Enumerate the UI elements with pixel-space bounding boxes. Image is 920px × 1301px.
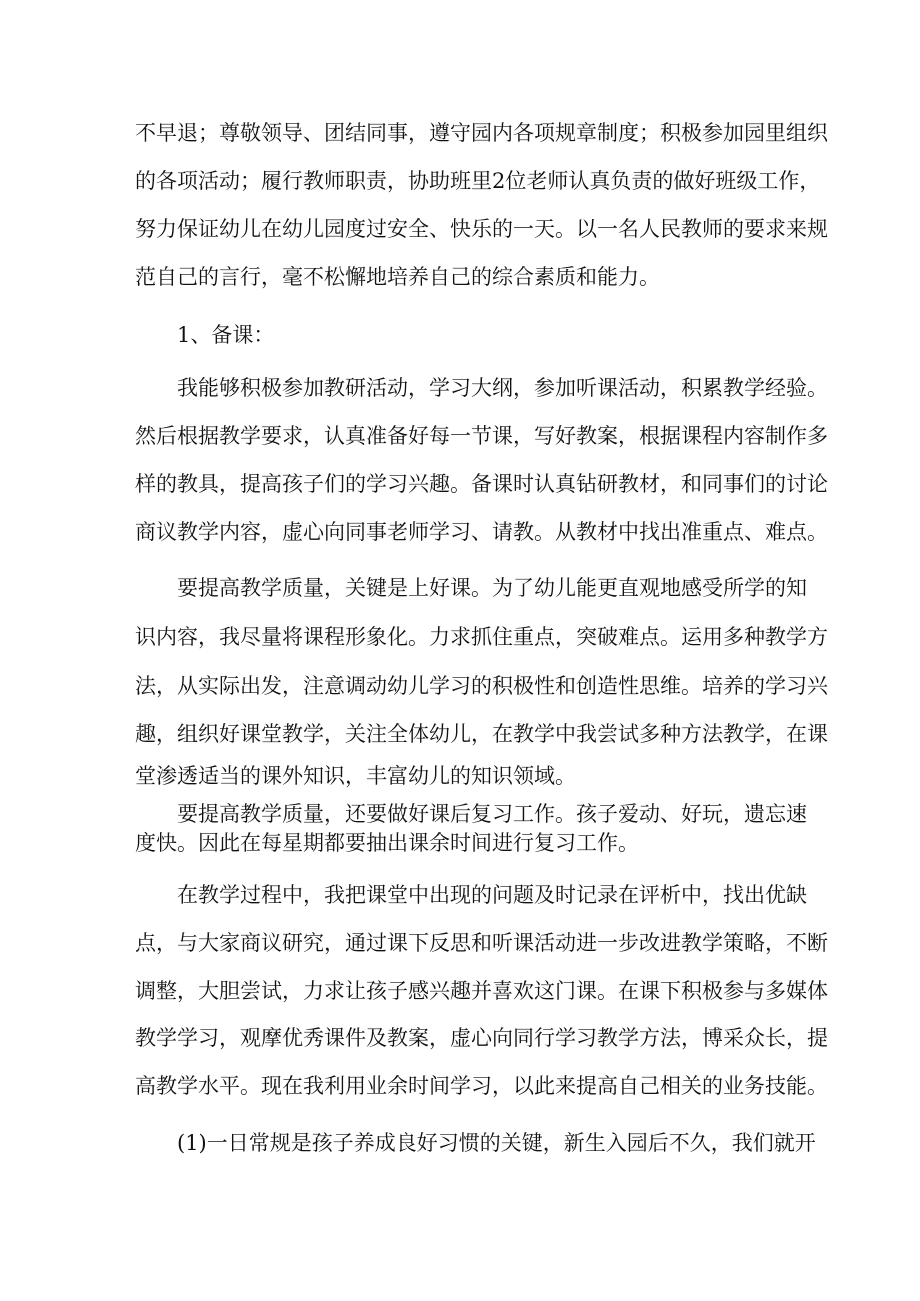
paragraph-line: 度快。因此在每星期都要抽出课余时间进行复习工作。 bbox=[135, 831, 639, 855]
paragraph-line: 我能够积极参加教研活动，学习大纲，参加听课活动，积累教学经验。 bbox=[177, 376, 828, 400]
paragraph-line: 堂渗透适当的课外知识，丰富幼儿的知识领域。 bbox=[135, 764, 576, 788]
paragraph-line: 趣，组织好课堂教学，关注全体幼儿，在教学中我尝试多种方法教学，在课 bbox=[135, 722, 828, 746]
paragraph-line: 样的教具，提高孩子们的学习兴趣。备课时认真钻研教材，和同事们的讨论 bbox=[135, 472, 828, 496]
paragraph-line: 的各项活动；履行教师职责，协助班里2位老师认真负责的做好班级工作， bbox=[135, 169, 821, 193]
paragraph-line: (1)一日常规是孩子养成良好习惯的关键，新生入园后不久，我们就开 bbox=[177, 1131, 816, 1155]
paragraph-line: 教学学习，观摩优秀课件及教案，虚心向同行学习教学方法，博采众长，提 bbox=[135, 1026, 828, 1050]
paragraph-line: 努力保证幼儿在幼儿园度过安全、快乐的一天。以一名人民教师的要求来规 bbox=[135, 217, 828, 241]
paragraph-line: 不早退；尊敬领导、团结同事，遵守园内各项规章制度；积极参加园里组织 bbox=[135, 121, 828, 145]
paragraph-line: 要提高教学质量，还要做好课后复习工作。孩子爱动、好玩，遗忘速 bbox=[177, 802, 807, 826]
paragraph-line: 范自己的言行，毫不松懈地培养自己的综合素质和能力。 bbox=[135, 265, 660, 289]
section-heading: 1、备课： bbox=[177, 323, 275, 347]
paragraph-line: 然后根据教学要求，认真准备好每一节课，写好教案，根据课程内容制作多 bbox=[135, 424, 828, 448]
paragraph-line: 调整，大胆尝试，力求让孩子感兴趣并喜欢这门课。在课下积极参与多媒体 bbox=[135, 979, 828, 1003]
paragraph-line: 法，从实际出发，注意调动幼儿学习的积极性和创造性思维。培养的学习兴 bbox=[135, 674, 828, 698]
paragraph-line: 商议教学内容，虚心向同事老师学习、请教。从教材中找出准重点、难点。 bbox=[135, 520, 828, 544]
paragraph-line: 点，与大家商议研究，通过课下反思和听课活动进一步改进教学策略，不断 bbox=[135, 931, 828, 955]
paragraph-line: 在教学过程中，我把课堂中出现的问题及时记录在评析中，找出优缺 bbox=[177, 883, 807, 907]
paragraph-line: 识内容，我尽量将课程形象化。力求抓住重点，突破难点。运用多种教学方 bbox=[135, 625, 828, 649]
paragraph-line: 高教学水平。现在我利用业余时间学习，以此来提高自己相关的业务技能。 bbox=[135, 1074, 828, 1098]
paragraph-line: 要提高教学质量，关键是上好课。为了幼儿能更直观地感受所学的知 bbox=[177, 576, 807, 600]
